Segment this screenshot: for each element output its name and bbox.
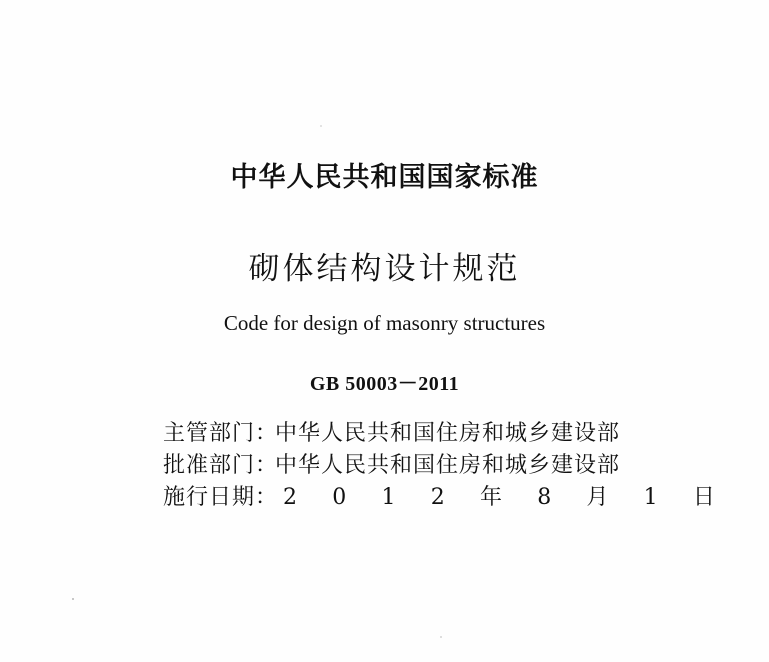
date-char: 1	[643, 485, 658, 510]
date-char: 日	[692, 485, 715, 510]
effective-date-row	[163, 482, 715, 514]
date-char: 8	[537, 485, 552, 510]
standard-code: GB 50003－2011	[309, 373, 460, 395]
standard-category-heading: 中华人民共和国国家标准	[230, 162, 539, 193]
date-char: 月	[586, 485, 609, 510]
scan-speck	[72, 598, 74, 600]
publication-info	[163, 418, 715, 514]
scan-speck	[320, 125, 322, 127]
approving-department-value: 中华人民共和国住房和城乡建设部	[275, 453, 621, 478]
competent-department-label: 主管部门：	[163, 421, 279, 446]
effective-date-label: 施行日期：	[163, 485, 279, 510]
competent-department-value: 中华人民共和国住房和城乡建设部	[275, 421, 621, 446]
date-char: 2	[430, 485, 445, 510]
date-char: 0	[332, 485, 347, 510]
english-title: Code for design of masonry structures	[223, 311, 546, 335]
approving-department-label: 批准部门：	[163, 453, 279, 478]
date-char: 1	[381, 485, 396, 510]
effective-date-value	[275, 482, 715, 514]
date-char: 年	[479, 485, 502, 510]
scan-speck	[440, 636, 442, 638]
chinese-title: 砌体结构设计规范	[248, 251, 521, 287]
competent-department-row	[163, 418, 715, 450]
date-char: 2	[283, 485, 297, 510]
approving-department-row	[163, 450, 715, 482]
